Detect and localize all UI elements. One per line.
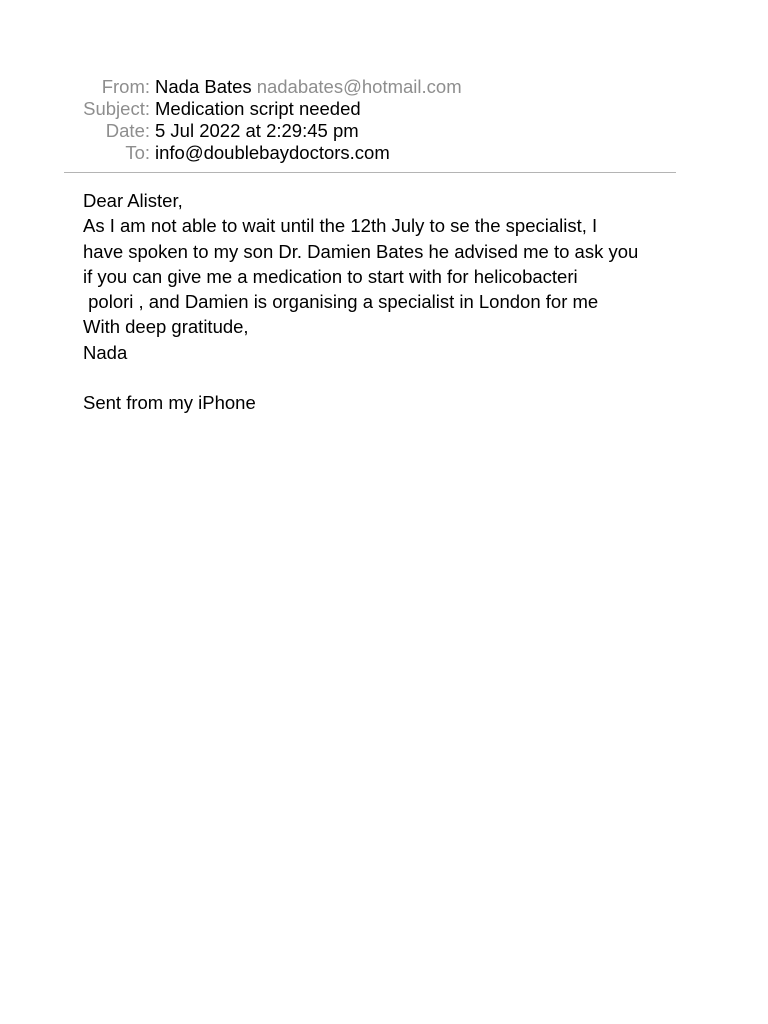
from-label: From: — [101, 76, 150, 97]
sender-email[interactable]: nadabates@hotmail.com — [256, 76, 462, 97]
to-row — [0, 142, 768, 164]
body-line: if you can give me a medication to start with for helicobacteri — [83, 265, 578, 287]
date-label: Date: — [105, 120, 150, 141]
closing-line: With deep gratitude, — [83, 316, 249, 338]
header-divider — [64, 172, 676, 173]
body-line: polori , and Damien is organising a specialist in London for me — [83, 291, 599, 313]
subject-value: Medication script needed — [155, 98, 361, 119]
to-label: To: — [125, 142, 150, 163]
subject-row — [0, 98, 768, 120]
body-line: As I am not able to wait until the 12th July to se the specialist, I — [83, 215, 598, 237]
date-row — [0, 120, 768, 142]
from-row — [0, 76, 768, 98]
greeting-line: Dear Alister, — [83, 190, 183, 211]
email-signature: Sent from my iPhone — [83, 392, 256, 414]
email-body — [83, 188, 723, 416]
blank-line — [83, 365, 723, 390]
recipient-email[interactable]: info@doublebaydoctors.com — [155, 142, 390, 163]
body-line: have spoken to my son Dr. Damien Bates he advised me to ask you — [83, 240, 639, 262]
date-value: 5 Jul 2022 at 2:29:45 pm — [155, 120, 359, 141]
sender-name: Nada Bates — [155, 76, 252, 97]
email-header — [0, 76, 768, 164]
subject-label: Subject: — [83, 98, 150, 119]
sender-signoff: Nada — [83, 341, 128, 363]
